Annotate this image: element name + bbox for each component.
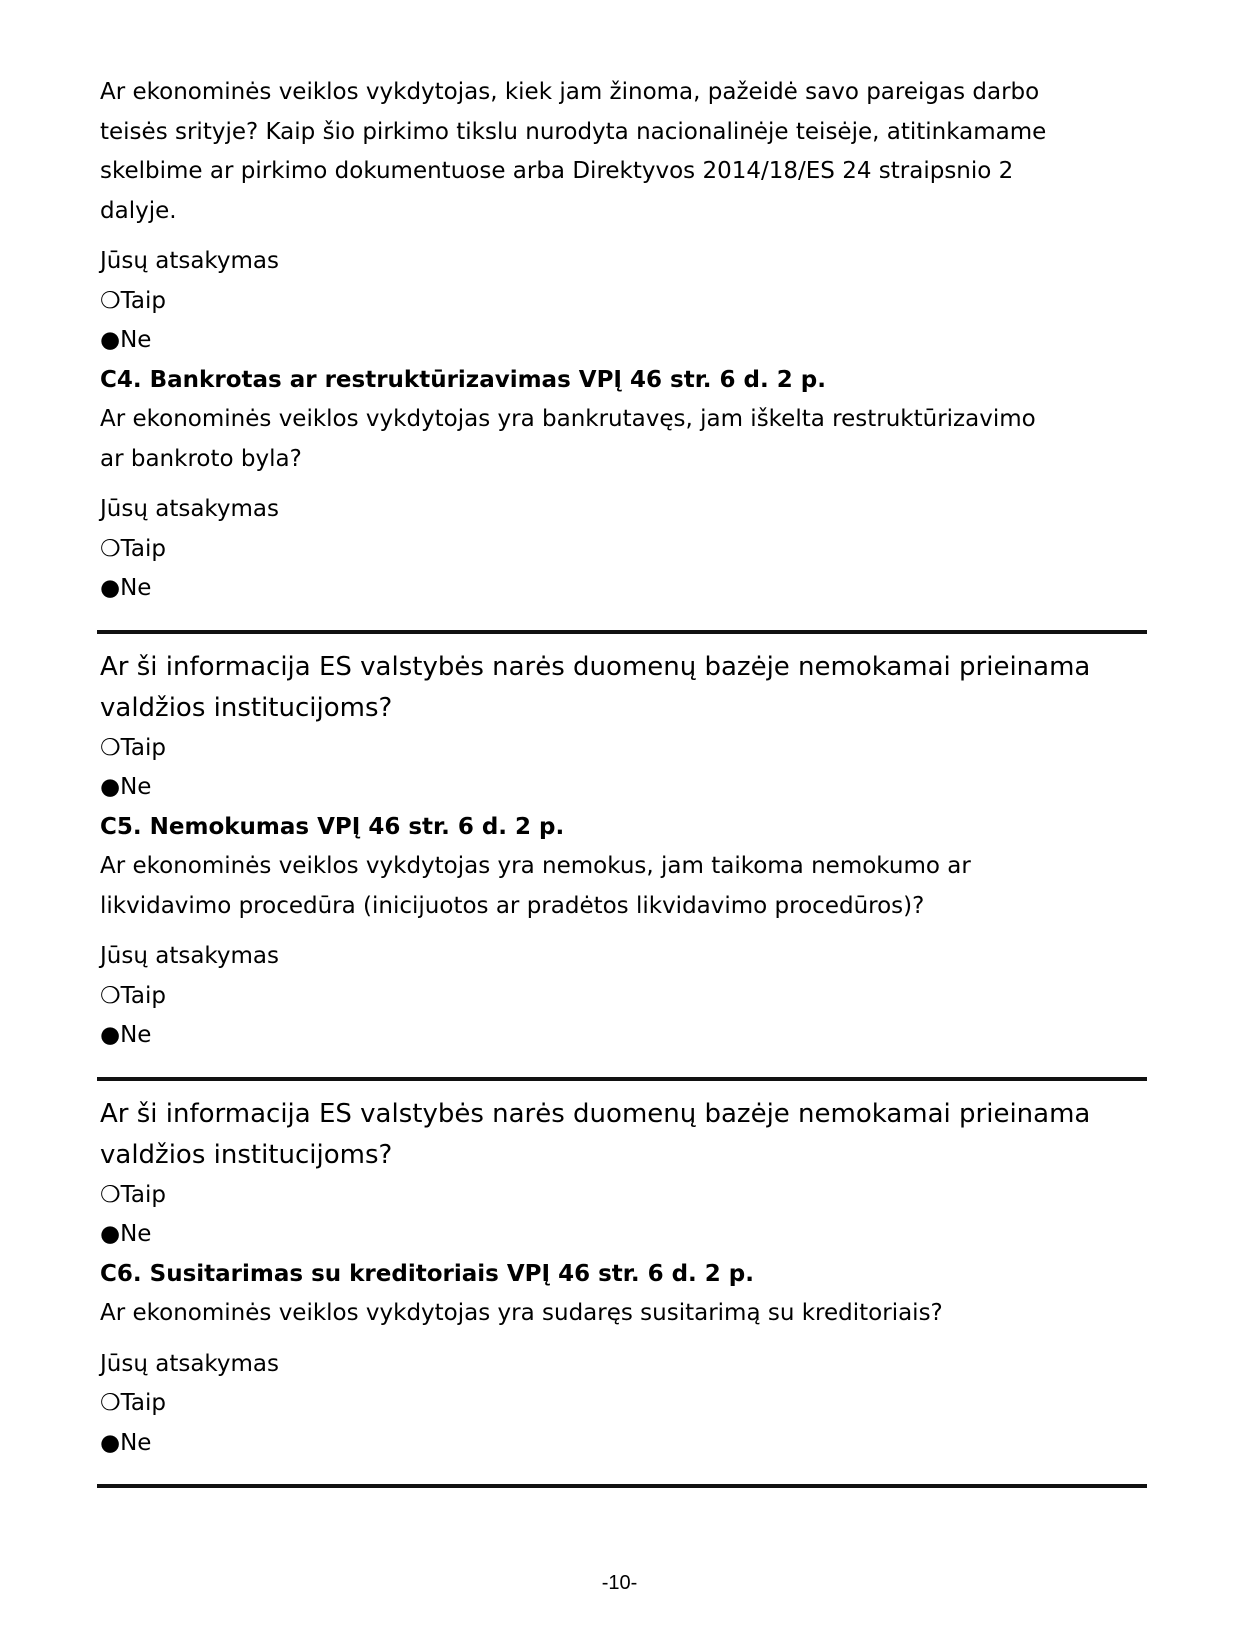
option-ne-selected: ●Ne <box>100 1022 152 1048</box>
option-taip: ❍Taip <box>100 982 166 1009</box>
option-taip: ❍Taip <box>100 1181 166 1208</box>
option-ne-selected: ●Ne <box>100 1221 152 1247</box>
option-ne-selected: ●Ne <box>100 575 152 601</box>
section-title: C6. Susitarimas su kreditoriais VPĮ 46 str. 6 d. 2 p. <box>100 1260 755 1287</box>
db-question-line: valdžios institucijoms? <box>100 1139 393 1170</box>
question-text-line: skelbime ar pirkimo dokumentuose arba Direktyvos 2014/18/ES 24 straipsnio 2 <box>100 158 1014 184</box>
intro-question <box>100 73 1150 361</box>
db-question-line: Ar ši informacija ES valstybės narės duomenų bazėje nemokamai prieinama <box>100 651 1091 682</box>
option-taip: ❍Taip <box>100 535 166 562</box>
option-taip: ❍Taip <box>100 734 166 761</box>
answer-label: Jūsų atsakymas <box>100 496 280 522</box>
section-title: C5. Nemokumas VPĮ 46 str. 6 d. 2 p. <box>100 813 565 840</box>
question-text-line: dalyje. <box>100 197 177 224</box>
option-taip: ❍Taip <box>100 287 166 314</box>
section-title: C4. Bankrotas ar restruktūrizavimas VPĮ 46 str. 6 d. 2 p. <box>100 366 826 393</box>
divider <box>97 1077 1147 1081</box>
option-ne-selected: ●Ne <box>100 327 152 353</box>
option-ne-selected: ●Ne <box>100 774 152 800</box>
question-text-line: likvidavimo procedūra (inicijuotos ar pradėtos likvidavimo procedūros)? <box>100 892 925 919</box>
option-taip: ❍Taip <box>100 1390 166 1416</box>
document-body <box>100 73 1150 1501</box>
divider <box>97 1484 1147 1488</box>
section-c6 <box>100 1255 1150 1489</box>
answer-label: Jūsų atsakymas <box>100 943 280 969</box>
section-c4 <box>100 361 1150 808</box>
db-question-line: Ar ši informacija ES valstybės narės duomenų bazėje nemokamai prieinama <box>100 1098 1091 1129</box>
question-text-line: Ar ekonominės veiklos vykdytojas yra bankrutavęs, jam iškelta restruktūrizavimo <box>100 406 1036 432</box>
question-text-line: ar bankroto byla? <box>100 445 302 472</box>
db-question-line: valdžios institucijoms? <box>100 692 393 723</box>
question-text-line: Ar ekonominės veiklos vykdytojas, kiek jam žinoma, pažeidė savo pareigas darbo <box>100 79 1040 105</box>
option-ne-selected: ●Ne <box>100 1429 152 1456</box>
section-c5 <box>100 808 1150 1255</box>
question-text-line: Ar ekonominės veiklos vykdytojas yra nemokus, jam taikoma nemokumo ar <box>100 853 971 879</box>
page-number: -10- <box>601 1572 638 1594</box>
question-text-line: teisės srityje? Kaip šio pirkimo tikslu nurodyta nacionalinėje teisėje, atitinkamame <box>100 118 1047 145</box>
answer-label: Jūsų atsakymas <box>100 1350 280 1377</box>
question-text-line: Ar ekonominės veiklos vykdytojas yra sudaręs susitarimą su kreditoriais? <box>100 1300 943 1326</box>
divider <box>97 630 1147 634</box>
answer-label: Jūsų atsakymas <box>100 248 280 274</box>
